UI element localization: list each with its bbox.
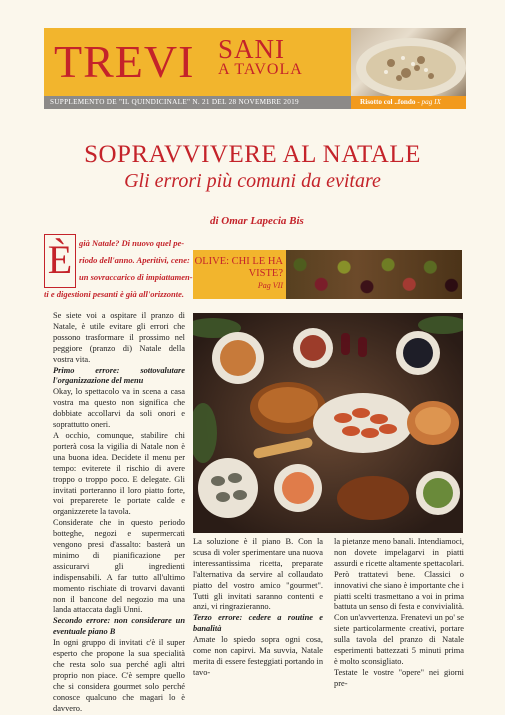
lead-line: già Natale? Di nuovo quel pe- [79,238,185,248]
paragraph: In ogni gruppo di invitati c'è il super esperto che propone la sua specialità che resta solo sua perché agli altri proprio non piace. C'è sempre quello che si considera gourmet solo perché conosce qualcuno che magari lo è davvero. [53,638,185,713]
article-column-2 [193,537,323,679]
teaser-label: Risotto col ..fondo [360,98,416,106]
teaser-page: - pag IX [417,98,441,106]
olive-teaser-page: Pag VII [257,281,283,290]
paragraph: La soluzione è il piano B. Con la scusa di voler sperimentare una nuova interessantissima ricetta, preparate l'alternativa da servire al collaudato piatto del vostro amico "gourmet". Tutti gli invitati saranno contenti e anzi, vi ringrazieranno. [193,537,323,612]
article-byline: di Omar Lapecia Bis [210,215,304,227]
paragraph: la pietanze meno banali. Intendiamoci, non dovete impelagarvi in piatti assurdi e ricette altamente spettacolari. Però trattatevi bene. Classici o innovativi che siano è importante che i piatti scelti trasmettano a voi in prima battuta un senso di festa e convivialità. [334,537,465,612]
section-heading: Secondo errore: non considerare un eventuale piano B [53,616,185,637]
olives-photo [286,250,462,299]
article-column-3 [334,537,464,690]
masthead-title-sani: SANI [218,34,286,64]
lead-line: un sovraccarico di impiattamen- [79,272,193,282]
masthead-title-tavola: A TAVOLA [218,61,303,78]
section-heading: Primo errore: sottovalutare l'organizzazione del menu [53,365,185,386]
article-subheadline: Gli errori più comuni da evitare [124,170,381,192]
masthead-title: TREVI [54,36,195,87]
christmas-feast-photo [193,313,463,533]
paragraph: A occhio, comunque, stabilire chi porterà cosa la vigilia di Natale non è una buona idea. Decidete il menu per tempo: eviterete il rischio di avere troppo o troppo poco. E delegate. Gli invitati porteranno il loro piatto forte, voi preparerete le portate calde e organizzerete la tavola. [53,430,185,517]
paragraph: Testate le vostre "opere" nei giorni pre- [334,667,464,688]
olive-teaser-title: OLIVE: CHI LE HA VISTE? [194,256,283,279]
paragraph: Con un'avvertenza. Frenatevi un po' se siete particolarmente creativi, portare sulla tavola del pranzo di Natale esperimenti battezzati 5 minuti prima è molto sconsigliato. [334,613,464,666]
drop-cap: È [44,234,76,288]
paragraph: Okay, lo spettacolo va in scena a casa vostra ma questo non significa che dobbiate accollarvi da soli onori e soprattutto oneri. [53,387,185,430]
lead-line: riodo dell'anno. Aperitivi, cene: [79,255,190,265]
article-column-1 [53,311,185,715]
lead-line: ti e digestioni pesanti è già all'orizzonte. [44,289,185,299]
paragraph: Considerate che in questo periodo botteghe, negozi e supermercati vengono presi d'assalto: basterà un minimo di pianificazione per assicurarvi gli ingredienti indispensabili. A far tutto all'ultimo momento rischiate di trovarvi davanti non il bancone del negozio ma una landa attaccata dagli Unni. [53,518,185,615]
paragraph: Amate lo spiedo sopra ogni cosa, come non capirvi. Ma suvvia, Natale merita di essere festeggiati portando in tavo- [193,635,324,677]
article-headline: SOPRAVVIVERE AL NATALE [84,141,421,168]
paragraph: Se siete voi a ospitare il pranzo di Natale, è utile evitare gli errori che possono trasformare il prossimo nel peggiore (pranzo di) Natale della vostra vita. [53,311,185,364]
risotto-photo [351,28,466,96]
supplement-info: SUPPLEMENTO DE "IL QUINDICINALE" N. 21 DEL 28 NOVEMBRE 2019 [50,98,299,106]
teaser-link[interactable] [360,96,441,109]
section-heading: Terzo errore: cedere a routine e banalità [193,613,323,634]
